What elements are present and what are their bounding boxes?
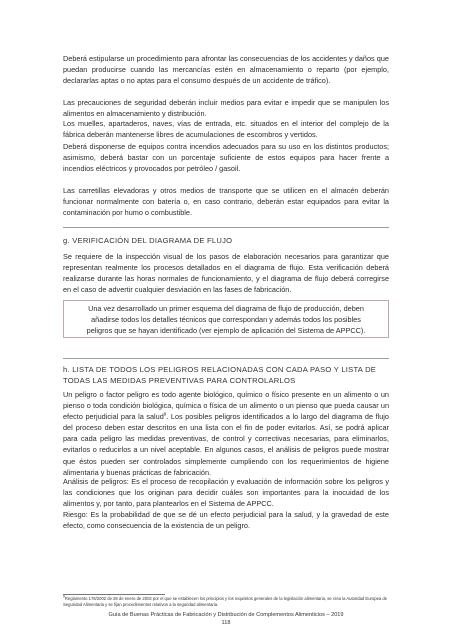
footnote: [63, 596, 393, 609]
paragraph-forklifts: Las carretillas elevadoras y otros medios de transporte que se utilicen en el almacén deberán funcionar normalmente con batería o, en caso contrario, deberán estar equipados para evitar la contaminación por humo o combustible.: [63, 186, 389, 218]
paragraph-security-precautions: Las precauciones de seguridad deberán incluir medios para evitar e impedir que se manipulen los alimentos en almacenamiento y distribución.: [63, 98, 389, 119]
page-number: 118: [221, 620, 231, 626]
section-h-paragraph-hazard-analysis: Análisis de peligros: Es el proceso de recopilación y evaluación de información sobre los peligros y las condiciones que los originan para decidir cuáles son importantes para la inocuidad de los alimentos y, por tanto, para plantearlos en el Sistema de APPCC.: [63, 477, 389, 509]
section-divider: [63, 358, 389, 359]
footnote-number: 9: [63, 594, 65, 599]
paragraph-fire-equipment: Deberá disponerse de equipos contra incendios adecuados para su uso en los distintos productos; asimismo, deberá bastar con un porcentaje suficiente de estos equipos para hacer frente a incendios eléctricos y provocados por petróleo / gasoil.: [63, 142, 389, 174]
flow-diagram-note-box: [63, 300, 389, 338]
paragraph-docks-clean: Los muelles, apartaderos, naves, vías de entrada, etc. situados en el interior del complejo de la fábrica deberán mantenerse libres de acumulaciones de escombros y vertidos.: [63, 119, 389, 140]
paragraph-accident-procedure: Deberá estipularse un procedimiento para afrontar las consecuencias de los accidentes y daños que puedan producirse cuando las mercancías estén en almacenamiento o reparto (por ejemplo, declararlas aptas o no aptas para el consumo después de un accidente de tráfico).: [63, 54, 389, 86]
note-box-text: Una vez desarrollado un primer esquema del diagrama de flujo de producción, deben añadirse todos los detalles técnicos que correspondan y además todos los posibles peligros que se hayan identificado (ver ejemplo de aplicación del Sistema de APPCC).: [86, 304, 366, 336]
footnote-reference: 9: [163, 411, 167, 417]
hazard-definition-text: Un peligro o factor peligro es todo agente biológico, químico o físico presente en un alimento o un pienso o toda condición biológica, química o física de un alimento o un pienso que pueda causar un efecto perjudicial para la salud: [63, 390, 389, 422]
hazard-list-text: . Los posibles peligros identificados a lo largo del diagrama de flujo del proceso deben estar descritos en una lista con el fin de poder evitarlos. Así, se podrá aplicar para cada peligro las medidas preventivas, de control y correctivas necesarias, para eliminarlos, evitarlos o reducirlos a un nivel aceptable. En algunos casos, el análisis de peligros puede mostrar que éstos pueden ser controlados simplemente cumpliendo con los requerimientos de higiene alimentaria y buenas prácticas de fabricación.: [63, 412, 389, 477]
section-g-heading: g. VERIFICACIÓN DEL DIAGRAMA DE FLUJO: [63, 236, 233, 245]
section-divider: [63, 227, 389, 228]
footnote-separator: [63, 594, 165, 595]
section-h-paragraph-risk: Riesgo: Es la probabilidad de que se dé un efecto perjudicial para la salud, y la gravedad de este efecto, como consecuencia de la existencia de un peligro.: [63, 510, 389, 531]
section-g-body: Se requiere de la inspección visual de los pasos de elaboración necesarios para garantizar que representan realmente los procesos detallados en el diagrama de flujo. Esta verificación deberá realizarse durante las horas normales de funcionamiento, y el diagrama de flujo deberá corregirse en el caso de advertir cualquier desviación en las fases de fabricación.: [63, 252, 389, 295]
section-h-heading: h. LISTA DE TODOS LOS PELIGROS RELACIONADAS CON CADA PASO Y LISTA DE TODAS LAS MEDIDAS PREVENTIVAS PARA CONTROLARLOS: [63, 365, 377, 386]
section-h-paragraph-hazard-definition: [63, 389, 389, 478]
footer-title: Guía de Buenas Prácticas de Fabricación y Distribución de Complementos Alimenticios – 2019: [108, 612, 344, 618]
footnote-text: Reglamento 178/2002 de 28 de enero de 2002 por el que se establecen los principios y los requisitos generales de la legislación alimentaria, se crea la Autoridad Europea de Seguridad Alimentaria y se fijan procedimientos relativos a la seguridad alimentaria.: [63, 596, 388, 608]
